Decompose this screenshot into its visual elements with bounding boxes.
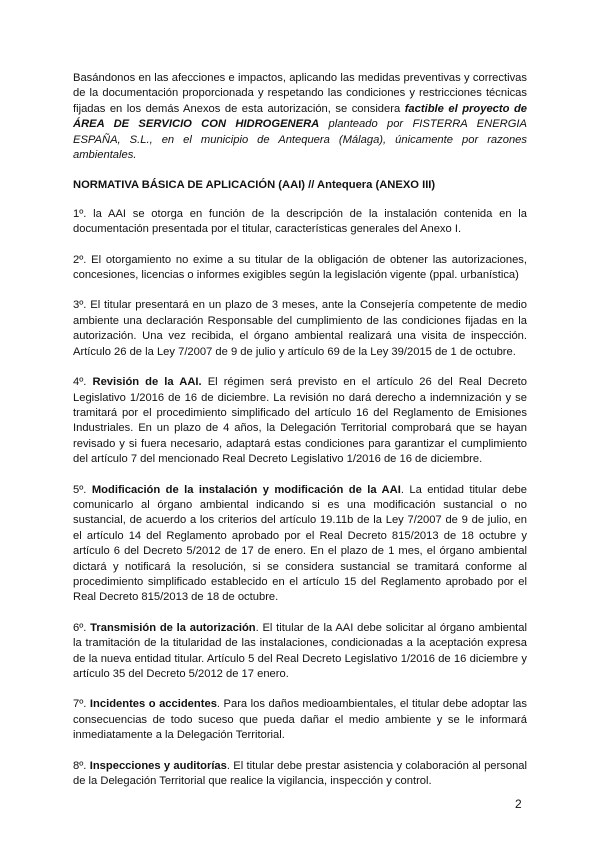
item-title: Revisión de la AAI. xyxy=(92,376,202,389)
item-number: 5º. xyxy=(73,483,92,496)
item-number: 2º. xyxy=(73,253,92,266)
item-text: la AAI se otorga en función de la descripción de la instalación contenida en la documentación presentada por el titular, características generales del Anexo I. xyxy=(73,207,527,236)
item-number: 4º. xyxy=(73,376,93,389)
item-number: 7º. xyxy=(73,698,90,711)
item-text: . El titular de la AAI debe solicitar al órgano ambiental la tramitación de la titularidad de las instalaciones, condicionadas a la aceptación expresa de la nueva entidad titular. Artículo 5 del Real Decreto Legislativo 1/2016 de 16 diciembre y artículo 35 del Decreto 5/2012 de 17 enero. xyxy=(73,621,527,680)
page-number: 2 xyxy=(515,797,522,811)
list-item xyxy=(73,483,527,606)
list-item xyxy=(73,207,527,238)
item-text: El titular presentará en un plazo de 3 meses, ante la Consejería competente de medio ambiente una declaración Responsable del cumplimiento de las condiciones fijadas en la autorización. Una vez recibida, el órgano ambiental realizará una visita de inspección. Artículo 26 de la Ley 7/2007 de 9 de julio y artículo 69 de la Ley 39/2015 de 1 de octubre. xyxy=(73,299,527,358)
intro-text: Basándonos en las afecciones e impactos, aplicando las medidas preventivas y correctivas de la documentación proporcionada y respetando las condiciones y restricciones técnicas fijadas en los demás Anexos de esta autorización, se considera xyxy=(73,72,527,115)
list-item xyxy=(73,298,527,360)
list-item xyxy=(73,697,527,743)
list-item xyxy=(73,759,527,790)
item-text: . Para los daños medioambientales, el titular debe adoptar las consecuencias de todo suceso que pueda dañar el medio ambiente y se le informará inmediatamente a la Delegación Territorial. xyxy=(73,698,527,742)
section-heading: NORMATIVA BÁSICA DE APLICACIÓN (AAI) // Antequera (ANEXO III) xyxy=(73,179,436,192)
item-number: 6º. xyxy=(73,621,91,634)
intro-italic-text: planteado por FISTERRA ENERGIA ESPAÑA, S.L., en el municipio de Antequera (Málaga), únicamente por razones ambientales. xyxy=(73,118,528,162)
list-item xyxy=(73,621,527,683)
item-title: Inspecciones y auditorías xyxy=(89,759,227,772)
item-number: 1º. xyxy=(73,207,94,220)
list-item xyxy=(73,375,527,467)
item-text: El otorgamiento no exime a su titular de la obligación de obtener las autorizaciones, concesiones, licencias o informes exigibles según la legislación vigente (ppal. urbanística) xyxy=(73,253,528,282)
item-title: Modificación de la instalación y modificación de la AAI xyxy=(91,483,401,496)
item-text: El régimen será previsto en el artículo 26 del Real Decreto Legislativo 1/2016 de 16 de diciembre. La revisión no dará derecho a indemnización y se tramitará por el procedimiento simplificado del artículo 16 del Reglamento de Emisiones Industriales. En un plazo de 4 años, la Delegación Territorial comprobará que se hayan revisado y si fuera necesario, adaptará estas condiciones para garantizar el cumplimiento del artículo 7 del mencionado Real Decreto Legislativo 1/2016 de 16 de diciembre. xyxy=(73,376,527,466)
item-number: 3º. xyxy=(73,299,91,312)
item-title: Incidentes o accidentes xyxy=(89,698,217,711)
page-content xyxy=(73,71,527,804)
item-text: . El titular debe prestar asistencia y colaboración al personal de la Delegación Territorial que realice la vigilancia, inspección y control. xyxy=(73,759,527,788)
list-item xyxy=(73,253,527,284)
item-number: 8º. xyxy=(73,759,90,772)
item-title: Transmisión de la autorización xyxy=(90,621,256,634)
item-text: . La entidad titular debe comunicarlo al órgano ambiental indicando si es una modificación sustancial o no sustancial, de acuerdo a los criterios del artículo 19.11b de la Ley 7/2007 de 9 de julio, en el artículo 14 del Reglamento aprobado por el Real Decreto 815/2013 de 18 octubre y artículo 6 del Decreto 5/2012 de 17 de enero. En el plazo de 1 mes, el órgano ambiental dictará y notificará la resolución, si se considera sustancial se tramitará conforme al procedimiento simplificado establecido en el artículo 15 del Reglamento aprobado por el Real Decreto 815/2013 de 18 de octubre. xyxy=(73,483,527,604)
intro-project-name: factible el proyecto de ÁREA DE SERVICIO CON HIDROGENERA xyxy=(73,102,527,131)
intro-paragraph xyxy=(73,71,527,163)
